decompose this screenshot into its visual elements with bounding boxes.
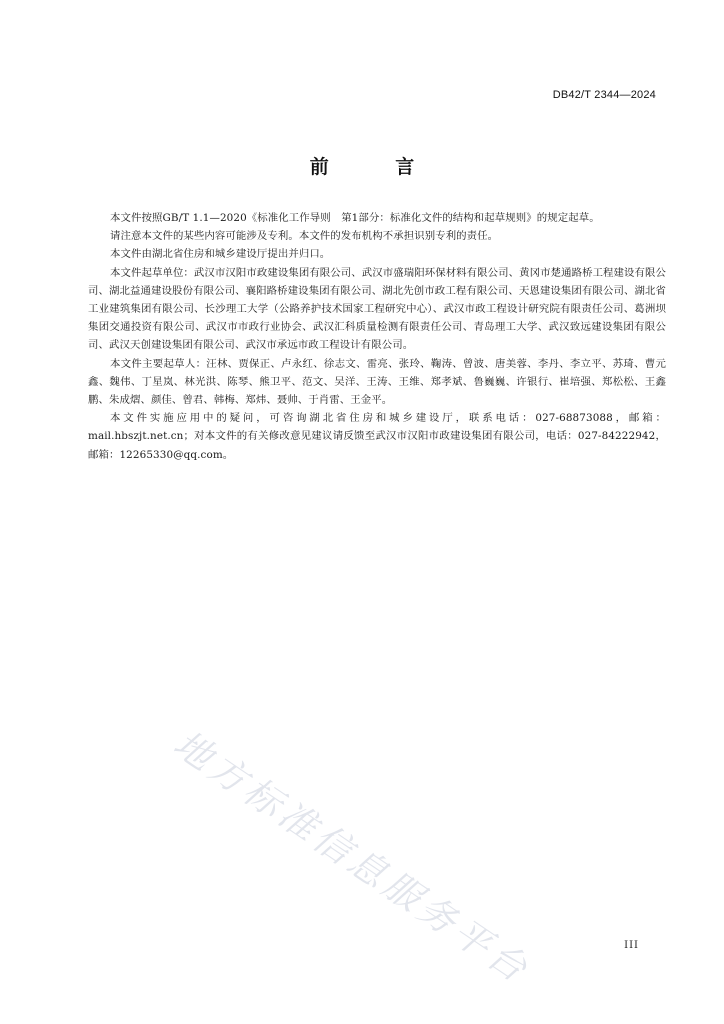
paragraph-drafting-rule: 本文件按照GB/T 1.1—2020《标准化工作导则 第1部分：标准化文件的结构和起草规则》的规定起草。 <box>110 212 600 224</box>
paragraph-drafting-units: 本文件起草单位：武汉市汉阳市政建设集团有限公司、武汉市盛瑞阳环保材料有限公司、黄冈市楚通路桥工程建设有限公司、湖北益通建设股份有限公司、襄阳路桥建设集团有限公司、湖北先创市政工程有限公司、天恩建设集团有限公司、湖北省工业建筑集团有限公司、长沙理工大学（公路养护技术国家工程研究中心）、武汉市政工程设计研究院有限责任公司、葛洲坝集团交通投资有限公司、武汉市市政行业协会、武汉汇科质量检测有限责任公司、青岛理工大学、武汉致远建设集团有限公司、武汉天创建设集团有限公司、武汉市承远市政工程设计有限公司。 <box>88 266 666 352</box>
paragraph-drafters: 本文件主要起草人：汪林、贾保正、卢永红、徐志文、雷亮、张玲、鞠涛、曾波、唐美蓉、李丹、李立平、苏琦、曹元鑫、魏伟、丁星岚、林光洪、陈琴、熊卫平、范文、吴洋、王涛、王维、郑孝斌、鲁巍巍、许银行、崔培强、郑松松、王鑫鹏、朱成熠、颜佳、曾君、韩梅、郑炜、聂帅、于肖雷、王金平。 <box>88 357 666 407</box>
paragraph-contact: 本文件实施应用中的疑问，可咨询湖北省住房和城乡建设厅，联系电话：027-68873088，邮箱：mail.hbszjt.net.cn；对本文件的有关修改意见建议请反馈至武汉市汉阳市政建设集团有限公司，电话：027-84222942，邮箱：12265330@qq.com。 <box>88 412 666 461</box>
watermark: 地方标准信息服务平台 <box>166 722 539 993</box>
page-title: 前 言 <box>309 156 445 178</box>
paragraph-patent-notice: 请注意本文件的某些内容可能涉及专利。本文件的发布机构不承担识别专利的责任。 <box>110 230 499 243</box>
document-body <box>88 209 666 464</box>
document-code: DB42/T 2344—2024 <box>552 89 656 101</box>
paragraph-proposer: 本文件由湖北省住房和城乡建设厅提出并归口。 <box>110 248 331 261</box>
page-number: III <box>624 940 639 951</box>
